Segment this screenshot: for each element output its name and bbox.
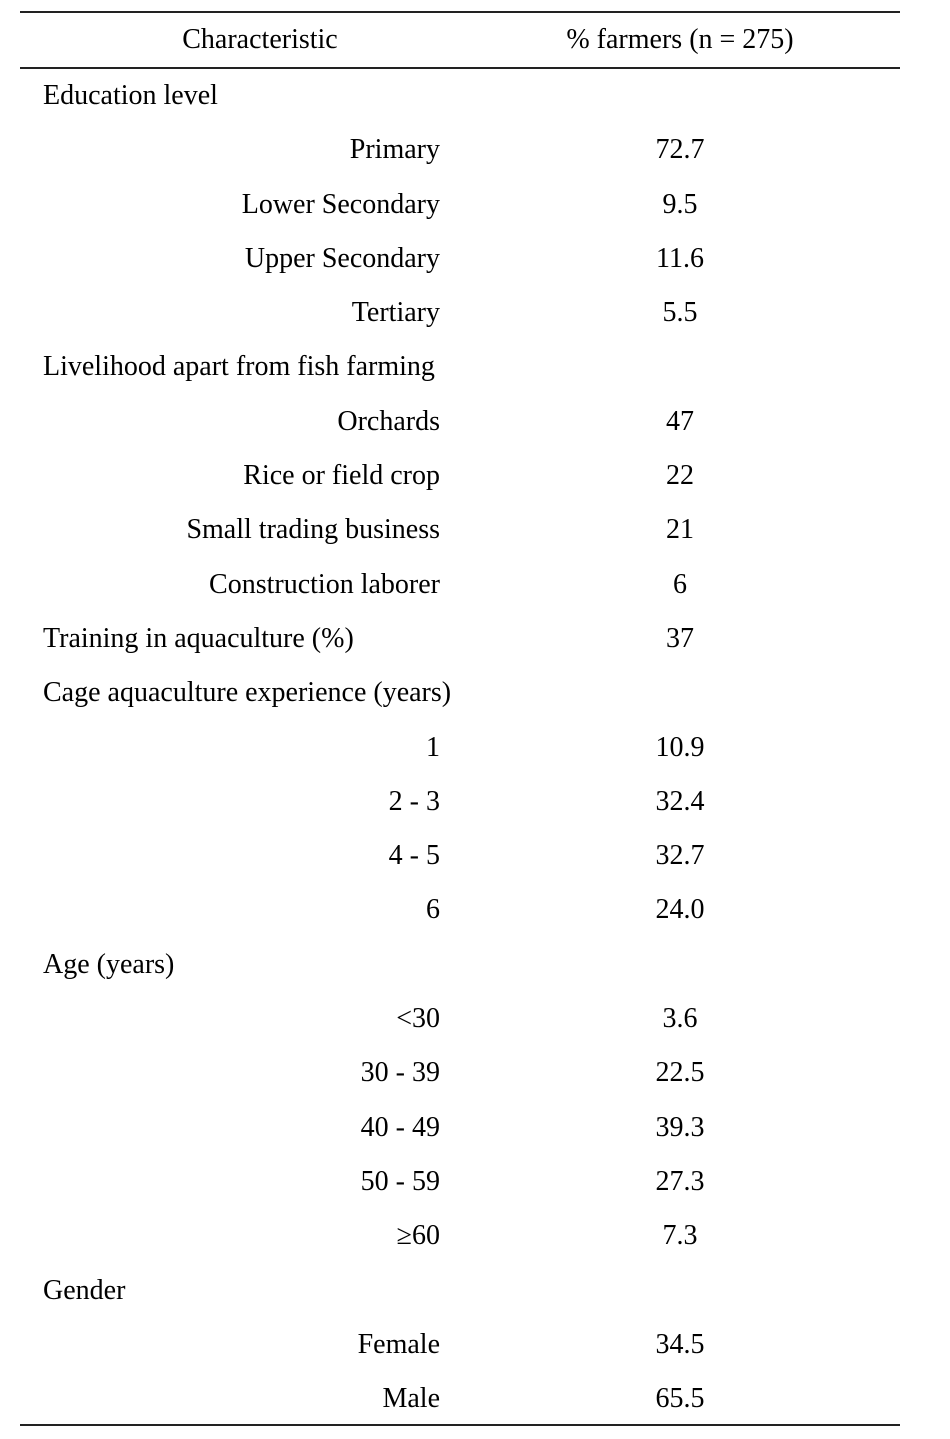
table-row	[0, 1101, 950, 1155]
row-label: Age (years)	[43, 948, 175, 980]
row-label: Lower Secondary	[241, 188, 440, 220]
row-value: 7.3	[662, 1220, 698, 1252]
table-row	[0, 503, 950, 557]
row-label: Construction laborer	[209, 568, 440, 600]
row-label: Male	[382, 1383, 440, 1415]
row-value: 32.4	[655, 785, 705, 817]
row-label: 4 - 5	[388, 840, 440, 872]
row-label: Upper Secondary	[244, 242, 440, 274]
row-label: Livelihood apart from fish farming	[43, 351, 435, 383]
row-label: 40 - 49	[360, 1111, 440, 1143]
table-bottom-rule	[20, 1424, 900, 1426]
row-label: Education level	[43, 80, 218, 111]
table-row	[0, 1264, 950, 1318]
row-label: 50 - 59	[360, 1165, 440, 1197]
row-label: Female	[357, 1328, 440, 1360]
row-value: 11.6	[656, 242, 704, 274]
row-label: Small trading business	[186, 514, 440, 546]
table-body	[0, 69, 950, 1426]
table-row	[0, 883, 950, 937]
row-label: <30	[396, 1003, 440, 1035]
table-row	[0, 1209, 950, 1263]
row-value: 3.6	[662, 1003, 698, 1035]
row-label: 6	[426, 894, 440, 926]
table-row	[0, 721, 950, 775]
row-label: Tertiary	[351, 297, 440, 329]
table-row	[0, 829, 950, 883]
table-row	[0, 558, 950, 612]
row-label: Cage aquaculture experience (years)	[43, 677, 452, 709]
row-value: 22.5	[655, 1057, 705, 1089]
table-row	[0, 612, 950, 666]
row-label: Gender	[43, 1274, 126, 1306]
row-value: 21	[666, 514, 694, 546]
row-label: 30 - 39	[360, 1057, 440, 1089]
row-value: 6	[673, 568, 687, 600]
row-value: 34.5	[655, 1328, 705, 1360]
row-label: Training in aquaculture (%)	[43, 622, 354, 654]
table-row	[0, 395, 950, 449]
header-percent-farmers: % farmers (n = 275)	[566, 24, 794, 55]
row-label: 2 - 3	[388, 785, 440, 817]
row-value: 5.5	[662, 297, 698, 329]
table-row	[0, 1155, 950, 1209]
row-value: 65.5	[655, 1383, 705, 1415]
table-row	[0, 69, 950, 123]
row-label: Primary	[349, 134, 440, 166]
table-row	[0, 1372, 950, 1426]
row-value: 24.0	[655, 894, 705, 926]
table-row	[0, 286, 950, 340]
row-value: 47	[666, 405, 694, 437]
table-row	[0, 340, 950, 394]
row-value: 39.3	[655, 1111, 705, 1143]
table-row	[0, 938, 950, 992]
row-label: 1	[426, 731, 440, 763]
table-row	[0, 666, 950, 720]
table-row	[0, 178, 950, 232]
header-characteristic: Characteristic	[182, 24, 338, 55]
row-value: 27.3	[655, 1165, 705, 1197]
row-label: Orchards	[337, 405, 440, 437]
row-value: 32.7	[655, 840, 705, 872]
table-row	[0, 449, 950, 503]
row-label: Rice or field crop	[243, 460, 440, 492]
table-row	[0, 123, 950, 177]
row-label: ≥60	[396, 1220, 440, 1252]
row-value: 10.9	[655, 731, 705, 763]
row-value: 72.7	[655, 134, 705, 166]
row-value: 22	[666, 460, 694, 492]
table-row	[0, 1046, 950, 1100]
table-row	[0, 775, 950, 829]
row-value: 9.5	[662, 188, 698, 220]
row-value: 37	[666, 622, 694, 654]
table-row	[0, 992, 950, 1046]
table-row	[0, 1318, 950, 1372]
table-row	[0, 232, 950, 286]
table-header	[20, 12, 900, 67]
